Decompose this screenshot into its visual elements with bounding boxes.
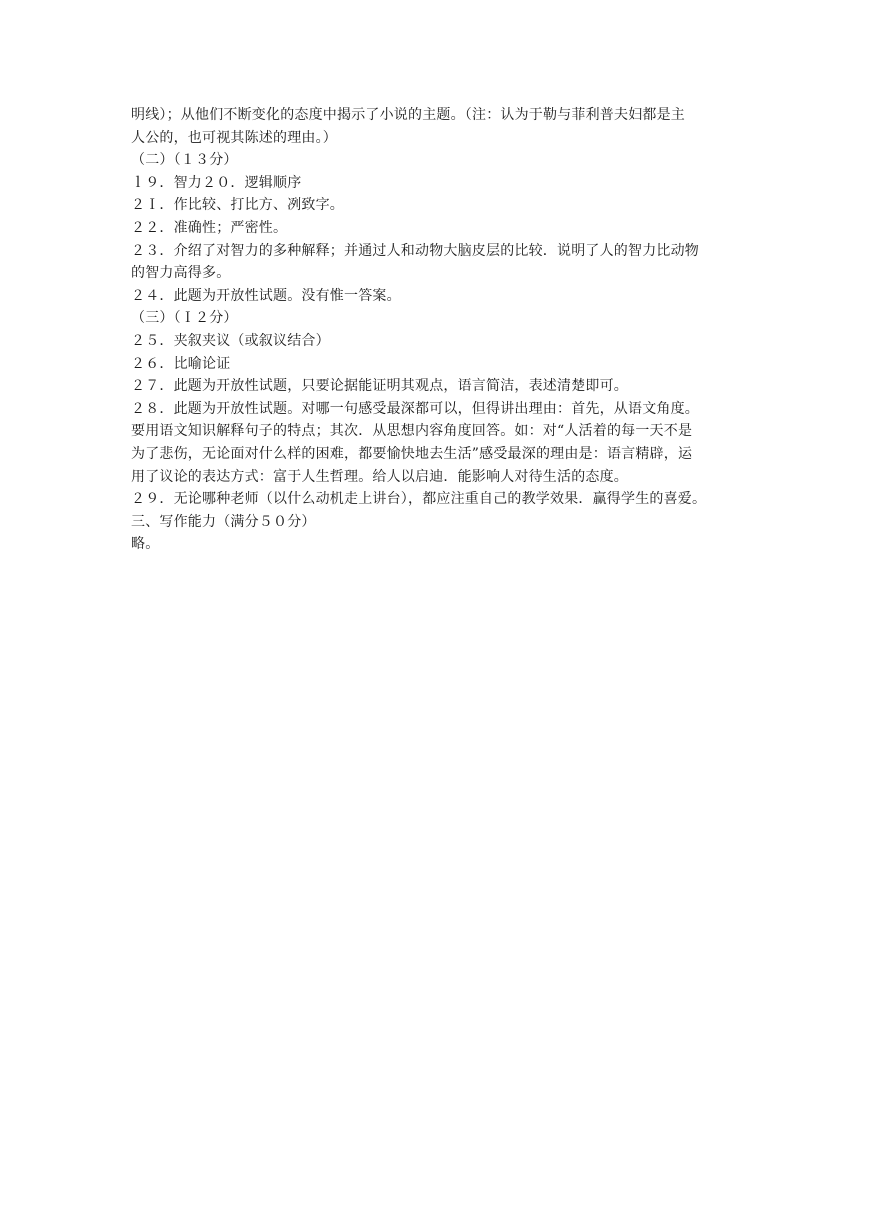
text-line: ２３．介绍了对智力的多种解释；并通过人和动物大脑皮层的比较．说明了人的智力比动物 [131,242,699,259]
section-heading: （二）（１３分） [131,152,238,169]
section-heading: 三、写作能力（满分５０分） [131,513,316,530]
text-line: ２Ｉ．作比较、打比方、冽致字。 [131,197,344,214]
section-heading: （三）（Ｉ２分） [131,310,238,327]
text-line: 明线）；从他们不断变化的态度中揭示了小说的主题。（注：认为于勒与菲利普夫妇都是主 [131,107,685,123]
text-line: ｌ９．智力２０．逻辑顺序 [131,174,302,191]
text-line: 人公的，也可视其陈述的理由。） [131,129,337,146]
text-line: ２６．比喻论证 [131,355,231,372]
text-line: 用了议论的表达方式：富于人生哲理。给人以启迪．能影响人对待生活的态度。 [131,468,628,485]
text-line: 的智力高得多。 [131,265,231,282]
answer-text-block [131,104,743,556]
text-line: 略。 [131,536,160,553]
text-line: 为了悲伤，无论面对什么样的困难，都要愉快地去生活”感受最深的理由是：语言精辟，运 [131,445,693,462]
text-line: ２４．此题为开放性试题。没有惟一答案。 [131,287,401,304]
text-line: ２８．此题为开放性试题。对哪一句感受最深都可以，但得讲出理由：首先，从语文角度。 [131,400,699,417]
text-line: ２７．此题为开放性试题，只要论据能证明其观点，语言简洁，表述清楚即可。 [131,378,628,395]
text-line: 要用语文知识解释句子的特点；其次．从思想内容角度回答。如：对“人活着的每一天不是 [131,423,693,440]
text-line: ２２．准确性；严密性。 [131,219,288,236]
text-line: ２５．夹叙夹议（或叙议结合） [131,332,330,349]
text-line: ２９．无论哪种老师（以什么动机走上讲台），都应注重自己的教学效果．赢得学生的喜爱。 [131,491,707,508]
